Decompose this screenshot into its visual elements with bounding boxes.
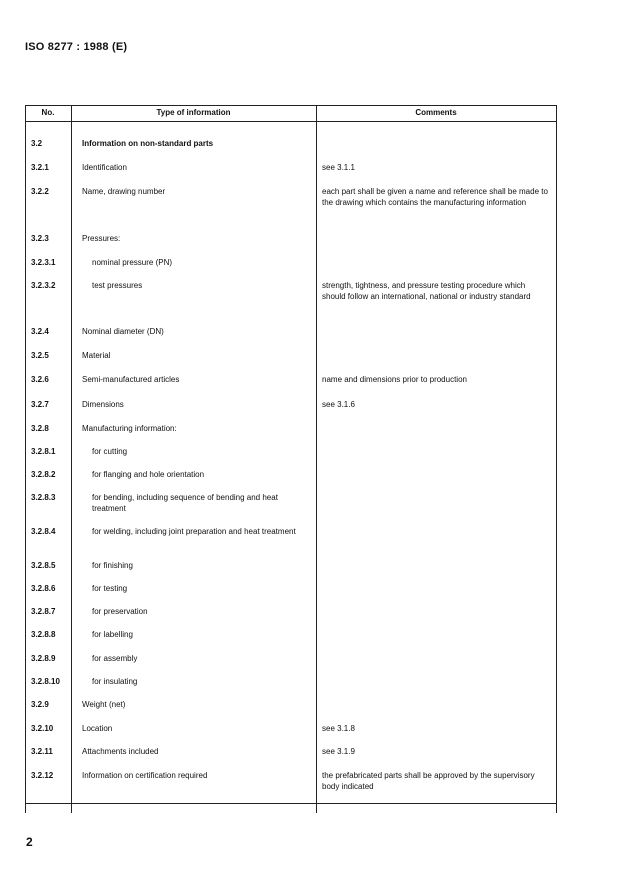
specification-table bbox=[25, 105, 557, 813]
row-type: test pressures bbox=[92, 281, 143, 290]
row-type: for insulating bbox=[92, 677, 138, 686]
row-type: for bending, including sequence of bending and heat treatment bbox=[92, 493, 278, 513]
table-left-border bbox=[25, 105, 26, 813]
row-number: 3.2 bbox=[31, 139, 43, 148]
table-bottom-rule bbox=[25, 803, 557, 804]
row-type: Pressures: bbox=[82, 234, 121, 243]
row-type: Material bbox=[82, 351, 111, 360]
column-divider-no bbox=[71, 105, 72, 813]
row-type: for assembly bbox=[92, 654, 138, 663]
row-type: Dimensions bbox=[82, 400, 124, 409]
row-number: 3.2.8.3 bbox=[31, 493, 56, 502]
row-comment: strength, tightness, and pressure testing procedure which should follow an international, national or industry standard bbox=[322, 281, 531, 301]
row-type: for testing bbox=[92, 584, 128, 593]
row-number: 3.2.8 bbox=[31, 424, 49, 433]
row-number: 3.2.8.1 bbox=[31, 447, 56, 456]
row-number: 3.2.8.6 bbox=[31, 584, 56, 593]
header-no: No. bbox=[41, 108, 55, 117]
row-type: Manufacturing information: bbox=[82, 424, 177, 433]
page-number: 2 bbox=[26, 835, 33, 849]
row-type: Name, drawing number bbox=[82, 187, 166, 196]
row-comment: see 3.1.6 bbox=[322, 400, 355, 409]
row-number: 3.2.8.9 bbox=[31, 654, 56, 663]
row-number: 3.2.7 bbox=[31, 400, 49, 409]
row-number: 3.2.3.1 bbox=[31, 258, 56, 267]
row-type: Semi-manufactured articles bbox=[82, 375, 180, 384]
row-type: Location bbox=[82, 724, 113, 733]
row-number: 3.2.9 bbox=[31, 700, 49, 709]
row-number: 3.2.10 bbox=[31, 724, 54, 733]
row-number: 3.2.8.5 bbox=[31, 561, 56, 570]
header-comments: Comments bbox=[415, 108, 457, 117]
table-header-rule bbox=[25, 121, 557, 122]
row-type: Nominal diameter (DN) bbox=[82, 327, 164, 336]
row-number: 3.2.8.2 bbox=[31, 470, 56, 479]
table-right-border bbox=[556, 105, 557, 813]
row-type: for flanging and hole orientation bbox=[92, 470, 205, 479]
row-comment: see 3.1.9 bbox=[322, 747, 355, 756]
row-number: 3.2.11 bbox=[31, 747, 53, 756]
row-comment: see 3.1.8 bbox=[322, 724, 355, 733]
row-number: 3.2.3.2 bbox=[31, 281, 56, 290]
row-type: nominal pressure (PN) bbox=[92, 258, 173, 267]
row-type: Attachments included bbox=[82, 747, 159, 756]
row-number: 3.2.8.8 bbox=[31, 630, 56, 639]
row-type: for labelling bbox=[92, 630, 133, 639]
row-number: 3.2.6 bbox=[31, 375, 49, 384]
column-divider-type bbox=[316, 105, 317, 813]
row-number: 3.2.8.10 bbox=[31, 677, 60, 686]
row-type: for cutting bbox=[92, 447, 128, 456]
row-number: 3.2.12 bbox=[31, 771, 54, 780]
row-number: 3.2.2 bbox=[31, 187, 49, 196]
row-number: 3.2.8.4 bbox=[31, 527, 56, 536]
header-code: ISO 8277 : 1988 (E) bbox=[25, 41, 128, 53]
row-number: 3.2.5 bbox=[31, 351, 49, 360]
row-type: Information on certification required bbox=[82, 771, 208, 780]
row-comment: each part shall be given a name and reference shall be made to the drawing which contains the manufacturing information bbox=[322, 187, 548, 207]
row-type: for preservation bbox=[92, 607, 148, 616]
row-number: 3.2.8.7 bbox=[31, 607, 56, 616]
row-number: 3.2.3 bbox=[31, 234, 49, 243]
table-top-rule bbox=[25, 105, 557, 106]
row-comment: see 3.1.1 bbox=[322, 163, 355, 172]
row-type: for welding, including joint preparation and heat treatment bbox=[92, 527, 296, 536]
header-type-of-information: Type of information bbox=[156, 108, 231, 117]
row-type: Information on non-standard parts bbox=[82, 139, 214, 148]
row-number: 3.2.4 bbox=[31, 327, 49, 336]
row-number: 3.2.1 bbox=[31, 163, 49, 172]
row-type: for finishing bbox=[92, 561, 133, 570]
row-comment: the prefabricated parts shall be approved by the supervisory body indicated bbox=[322, 771, 535, 791]
row-type: Weight (net) bbox=[82, 700, 126, 709]
row-comment: name and dimensions prior to production bbox=[322, 375, 467, 384]
row-type: Identification bbox=[82, 163, 127, 172]
